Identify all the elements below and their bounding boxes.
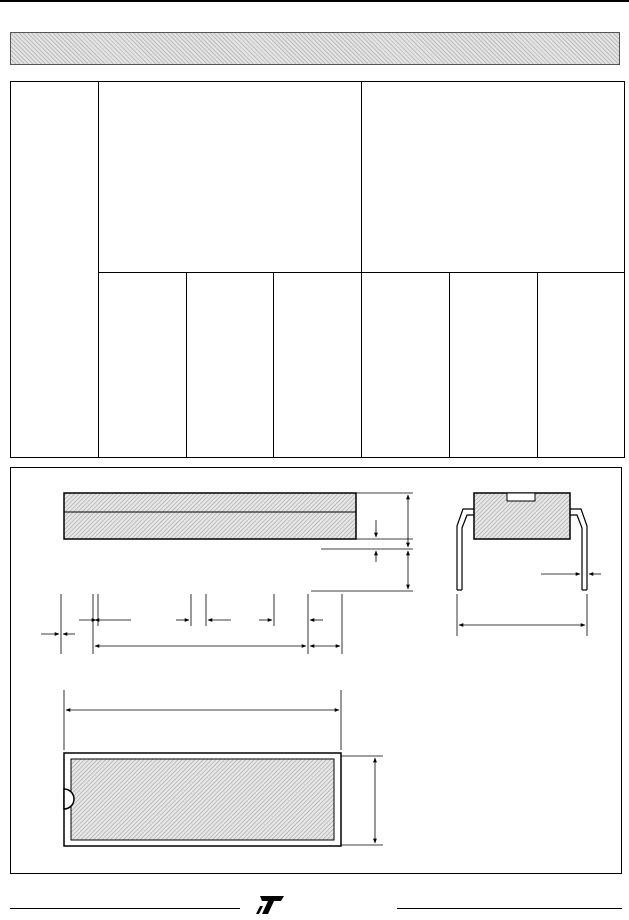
top-view — [64, 690, 383, 846]
package-drawing — [11, 468, 623, 875]
dim-header-cell — [11, 82, 99, 458]
dimensions-table — [10, 81, 625, 458]
package-body-top — [71, 759, 334, 840]
inch-header-cell — [362, 82, 625, 273]
col-header — [538, 273, 625, 458]
sgs-thomson-logo — [252, 893, 392, 917]
col-header — [99, 273, 187, 458]
col-header — [362, 273, 450, 458]
col-header — [187, 273, 274, 458]
footer-rule-right — [397, 908, 622, 909]
top-rule — [0, 0, 629, 2]
side-view — [41, 493, 413, 654]
end-view — [457, 493, 601, 636]
col-header — [450, 273, 538, 458]
st-logo-icon — [254, 894, 286, 916]
index-notch — [507, 493, 535, 501]
table-subheader-row — [11, 273, 625, 458]
package-title-band — [10, 32, 620, 65]
col-header — [274, 273, 362, 458]
footer-rule-left — [10, 908, 240, 909]
package-drawing-panel — [10, 467, 622, 874]
table-header-row — [11, 82, 625, 273]
mm-header-cell — [99, 82, 362, 273]
package-body-side — [64, 493, 356, 539]
